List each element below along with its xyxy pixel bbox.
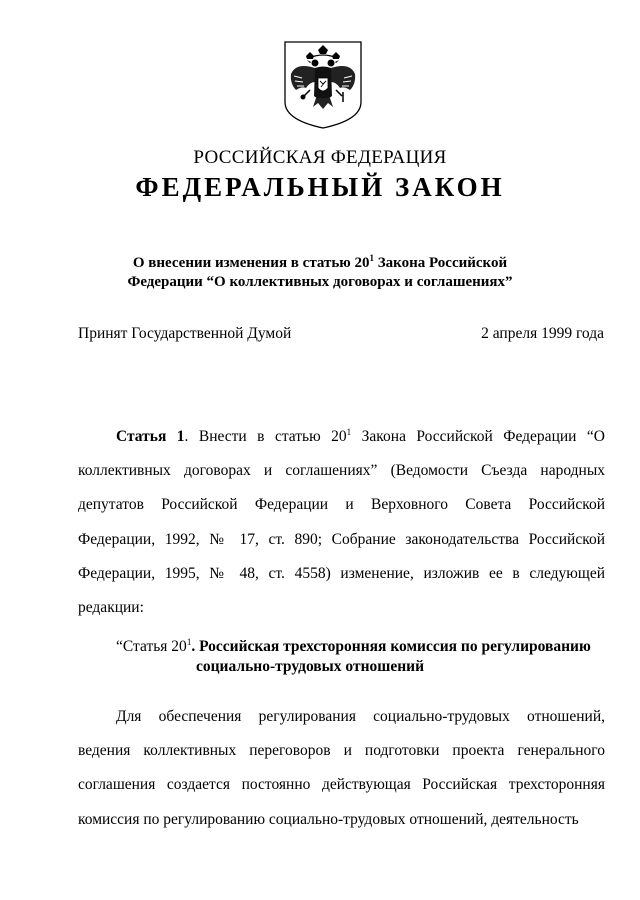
quoted-article-heading-line2: социально-трудовых отношений [196, 658, 425, 675]
quoted-article-prefix: “Статья 20 [116, 638, 187, 655]
article-1-label: Статья 1 [116, 428, 185, 445]
title-line1: О внесении изменения в статью 20 [132, 255, 370, 271]
article-1-paragraph [78, 420, 605, 625]
quoted-article-superscript: 1 [186, 636, 192, 647]
article-1-text-b: Закона Российской Федерации “О коллективных договорах и соглашениях” (Ведомости Съезда народных депутатов Российской Федерации и Верховного Совета Российской Федерации, 1992, № 17, ст. 890; Собрание законодательства Российской Федерации, 1995, № 48, ст. 4558) изменение, изложив ее в следующей редакции: [78, 428, 605, 617]
law-title [0, 254, 640, 292]
adopted-by: Принят Государственной Думой [78, 325, 292, 342]
title-superscript: 1 [369, 253, 374, 263]
article-1-superscript: 1 [346, 426, 352, 437]
article-1-text-a: . Внести в статью 20 [184, 428, 347, 445]
quoted-article-suffix: . [191, 638, 200, 655]
coat-of-arms-icon [282, 40, 364, 130]
quoted-article-heading [116, 637, 605, 677]
quoted-article-heading-line1: Российская трехсторонняя комиссия по регулированию [199, 638, 591, 655]
paragraph-2: Для обеспечения регулирования социально-трудовых отношений, ведения коллективных переговоров и подготовки проекта генерального соглашения создается постоянно действующая Российская трехсторонняя комиссия по регулированию социально-трудовых отношений, деятельность [78, 708, 605, 828]
adoption-date: 2 апреля 1999 года [481, 325, 604, 342]
document-type: ФЕДЕРАЛЬНЫЙ ЗАКОН [135, 172, 505, 202]
country-name: РОССИЙСКАЯ ФЕДЕРАЦИЯ [193, 147, 447, 168]
title-line2: Федерации “О коллективных договорах и соглашениях” [127, 274, 513, 290]
title-line1-rest: Закона Российской [374, 255, 508, 271]
